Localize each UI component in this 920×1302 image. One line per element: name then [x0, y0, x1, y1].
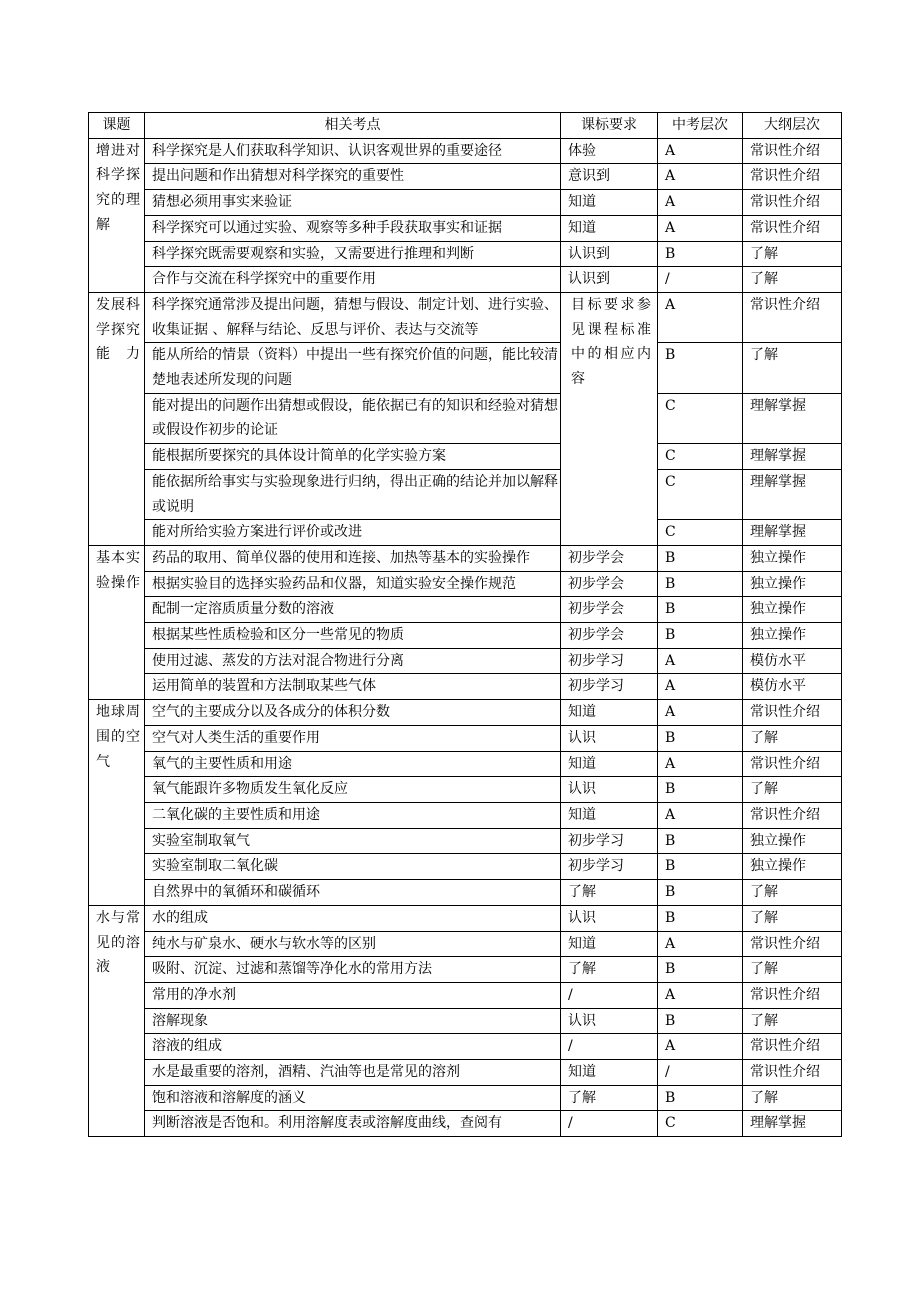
- table-row: [89, 190, 842, 216]
- table-row: [89, 571, 842, 597]
- exam-points-table: [88, 112, 842, 1137]
- exam-point-cell: 猜想必须用事实来验证: [145, 190, 561, 216]
- requirement-cell: 知道: [561, 700, 658, 726]
- exam-point-cell: 科学探究是人们获取科学知识、认识客观世界的重要途径: [145, 138, 561, 164]
- syllabus-level-cell: 了解: [743, 957, 842, 983]
- syllabus-level-cell: 理解掌握: [743, 520, 842, 546]
- requirement-merged-cell: 目标要求参见课程标准中的相应内容: [561, 292, 658, 545]
- requirement-cell: /: [561, 982, 658, 1008]
- syllabus-level-cell: 模仿水平: [743, 648, 842, 674]
- exam-level-cell: B: [658, 545, 743, 571]
- exam-level-cell: B: [658, 828, 743, 854]
- header-curriculum-requirement: 课标要求: [561, 113, 658, 139]
- syllabus-level-cell: 常识性介绍: [743, 215, 842, 241]
- exam-level-cell: C: [658, 469, 743, 519]
- syllabus-level-cell: 模仿水平: [743, 674, 842, 700]
- exam-level-cell: B: [658, 623, 743, 649]
- syllabus-level-cell: 了解: [743, 241, 842, 267]
- syllabus-level-cell: 独立操作: [743, 828, 842, 854]
- exam-point-cell: 药品的取用、简单仪器的使用和连接、加热等基本的实验操作: [145, 545, 561, 571]
- requirement-cell: 初步学习: [561, 648, 658, 674]
- table-row: [89, 1034, 842, 1060]
- table-row: [89, 982, 842, 1008]
- exam-point-cell: 空气对人类生活的重要作用: [145, 725, 561, 751]
- syllabus-level-cell: 独立操作: [743, 545, 842, 571]
- exam-level-cell: A: [658, 215, 743, 241]
- exam-point-cell: 合作与交流在科学探究中的重要作用: [145, 267, 561, 293]
- table-body: [89, 138, 842, 1136]
- requirement-cell: 了解: [561, 880, 658, 906]
- exam-point-cell: 氧气的主要性质和用途: [145, 751, 561, 777]
- requirement-cell: /: [561, 1034, 658, 1060]
- exam-point-cell: 溶解现象: [145, 1008, 561, 1034]
- topic-cell: 基本实验操作: [89, 545, 145, 699]
- syllabus-level-cell: 了解: [743, 905, 842, 931]
- exam-point-cell: 能依据所给事实与实验现象进行归纳，得出正确的结论并加以解释或说明: [145, 469, 561, 519]
- requirement-cell: 初步学会: [561, 623, 658, 649]
- requirement-cell: 意识到: [561, 164, 658, 190]
- exam-point-cell: 根据实验目的选择实验药品和仪器，知道实验安全操作规范: [145, 571, 561, 597]
- requirement-cell: 知道: [561, 931, 658, 957]
- requirement-cell: 了解: [561, 1085, 658, 1111]
- syllabus-level-cell: 独立操作: [743, 571, 842, 597]
- table-row: [89, 725, 842, 751]
- requirement-cell: 知道: [561, 190, 658, 216]
- exam-level-cell: B: [658, 957, 743, 983]
- table-row: [89, 751, 842, 777]
- exam-level-cell: C: [658, 520, 743, 546]
- requirement-cell: 初步学会: [561, 571, 658, 597]
- requirement-cell: 知道: [561, 751, 658, 777]
- table-row: [89, 1008, 842, 1034]
- exam-level-cell: B: [658, 905, 743, 931]
- header-syllabus-level: 大纲层次: [743, 113, 842, 139]
- header-exam-level: 中考层次: [658, 113, 743, 139]
- requirement-cell: 认识到: [561, 267, 658, 293]
- topic-cell: 增进对科学探究的理解: [89, 138, 145, 292]
- table-row: [89, 957, 842, 983]
- exam-point-cell: 能根据所要探究的具体设计简单的化学实验方案: [145, 444, 561, 470]
- table-row: [89, 267, 842, 293]
- exam-level-cell: A: [658, 292, 743, 342]
- table-row: [89, 802, 842, 828]
- exam-point-cell: 判断溶液是否饱和。利用溶解度表或溶解度曲线，查阅有: [145, 1111, 561, 1137]
- table-row: [89, 215, 842, 241]
- header-exam-point: 相关考点: [145, 113, 561, 139]
- exam-level-cell: B: [658, 1085, 743, 1111]
- syllabus-level-cell: 了解: [743, 1085, 842, 1111]
- syllabus-level-cell: 常识性介绍: [743, 700, 842, 726]
- requirement-cell: 认识: [561, 1008, 658, 1034]
- table-row: [89, 164, 842, 190]
- requirement-cell: 初步学会: [561, 545, 658, 571]
- syllabus-level-cell: 常识性介绍: [743, 190, 842, 216]
- exam-point-cell: 运用简单的装置和方法制取某些气体: [145, 674, 561, 700]
- table-row: [89, 469, 842, 519]
- exam-level-cell: B: [658, 597, 743, 623]
- exam-level-cell: B: [658, 571, 743, 597]
- requirement-cell: 初步学习: [561, 674, 658, 700]
- table-row: [89, 674, 842, 700]
- exam-level-cell: B: [658, 777, 743, 803]
- table-row: [89, 700, 842, 726]
- table-row: [89, 648, 842, 674]
- syllabus-level-cell: 常识性介绍: [743, 1060, 842, 1086]
- syllabus-level-cell: 常识性介绍: [743, 164, 842, 190]
- table-row: [89, 1085, 842, 1111]
- exam-level-cell: A: [658, 674, 743, 700]
- table-row: [89, 1111, 842, 1137]
- requirement-cell: 知道: [561, 215, 658, 241]
- requirement-cell: 初步学会: [561, 597, 658, 623]
- table-row: [89, 777, 842, 803]
- exam-level-cell: A: [658, 982, 743, 1008]
- header-topic: 课题: [89, 113, 145, 139]
- table-row: [89, 343, 842, 393]
- exam-point-cell: 饱和溶液和溶解度的涵义: [145, 1085, 561, 1111]
- requirement-cell: 认识: [561, 725, 658, 751]
- table-row: [89, 138, 842, 164]
- exam-level-cell: A: [658, 138, 743, 164]
- exam-level-cell: /: [658, 267, 743, 293]
- requirement-cell: 知道: [561, 802, 658, 828]
- exam-point-cell: 科学探究既需要观察和实验，又需要进行推理和判断: [145, 241, 561, 267]
- requirement-cell: 体验: [561, 138, 658, 164]
- requirement-cell: 知道: [561, 1060, 658, 1086]
- syllabus-level-cell: 了解: [743, 1008, 842, 1034]
- syllabus-level-cell: 常识性介绍: [743, 931, 842, 957]
- exam-point-cell: 自然界中的氧循环和碳循环: [145, 880, 561, 906]
- requirement-cell: 认识: [561, 905, 658, 931]
- header-row: [89, 113, 842, 139]
- exam-point-cell: 水是最重要的溶剂，酒精、汽油等也是常见的溶剂: [145, 1060, 561, 1086]
- exam-point-cell: 溶液的组成: [145, 1034, 561, 1060]
- requirement-cell: 认识到: [561, 241, 658, 267]
- exam-point-cell: 实验室制取氧气: [145, 828, 561, 854]
- exam-point-cell: 科学探究通常涉及提出问题，猜想与假设、制定计划、进行实验、收集证据 、解释与结论、反思与评价、表达与交流等: [145, 292, 561, 342]
- exam-level-cell: /: [658, 1060, 743, 1086]
- table-row: [89, 520, 842, 546]
- syllabus-level-cell: 常识性介绍: [743, 1034, 842, 1060]
- exam-point-cell: 能对所给实验方案进行评价或改进: [145, 520, 561, 546]
- exam-point-cell: 能从所给的情景（资料）中提出一些有探究价值的问题，能比较清楚地表述所发现的问题: [145, 343, 561, 393]
- table-row: [89, 545, 842, 571]
- syllabus-level-cell: 常识性介绍: [743, 751, 842, 777]
- exam-level-cell: B: [658, 725, 743, 751]
- exam-level-cell: A: [658, 802, 743, 828]
- exam-point-cell: 使用过滤、蒸发的方法对混合物进行分离: [145, 648, 561, 674]
- table-row: [89, 854, 842, 880]
- syllabus-level-cell: 常识性介绍: [743, 138, 842, 164]
- exam-point-cell: 空气的主要成分以及各成分的体积分数: [145, 700, 561, 726]
- requirement-cell: 了解: [561, 957, 658, 983]
- syllabus-level-cell: 独立操作: [743, 623, 842, 649]
- syllabus-level-cell: 常识性介绍: [743, 982, 842, 1008]
- exam-point-cell: 能对提出的问题作出猜想或假设，能依据已有的知识和经验对猜想或假设作初步的论证: [145, 393, 561, 443]
- requirement-cell: 认识: [561, 777, 658, 803]
- syllabus-level-cell: 独立操作: [743, 597, 842, 623]
- exam-point-cell: 配制一定溶质质量分数的溶液: [145, 597, 561, 623]
- syllabus-level-cell: 理解掌握: [743, 469, 842, 519]
- exam-level-cell: A: [658, 164, 743, 190]
- syllabus-level-cell: 了解: [743, 725, 842, 751]
- exam-point-cell: 提出问题和作出猜想对科学探究的重要性: [145, 164, 561, 190]
- exam-level-cell: A: [658, 1034, 743, 1060]
- table-row: [89, 828, 842, 854]
- requirement-cell: 初步学习: [561, 828, 658, 854]
- syllabus-level-cell: 了解: [743, 880, 842, 906]
- syllabus-level-cell: 了解: [743, 343, 842, 393]
- exam-point-cell: 氧气能跟许多物质发生氧化反应: [145, 777, 561, 803]
- exam-level-cell: A: [658, 648, 743, 674]
- exam-level-cell: B: [658, 854, 743, 880]
- exam-level-cell: B: [658, 343, 743, 393]
- table-row: [89, 241, 842, 267]
- exam-level-cell: A: [658, 931, 743, 957]
- syllabus-level-cell: 独立操作: [743, 854, 842, 880]
- exam-point-cell: 水的组成: [145, 905, 561, 931]
- syllabus-level-cell: 了解: [743, 267, 842, 293]
- topic-cell: 水与常见的溶液: [89, 905, 145, 1136]
- topic-cell: 发展科学探究能力: [89, 292, 145, 545]
- syllabus-level-cell: 理解掌握: [743, 1111, 842, 1137]
- table-row: [89, 393, 842, 443]
- exam-level-cell: B: [658, 880, 743, 906]
- exam-point-cell: 纯水与矿泉水、硬水与软水等的区别: [145, 931, 561, 957]
- exam-level-cell: B: [658, 1008, 743, 1034]
- exam-level-cell: B: [658, 241, 743, 267]
- table-row: [89, 1060, 842, 1086]
- syllabus-level-cell: 常识性介绍: [743, 802, 842, 828]
- exam-level-cell: C: [658, 444, 743, 470]
- syllabus-level-cell: 理解掌握: [743, 444, 842, 470]
- exam-level-cell: A: [658, 190, 743, 216]
- exam-level-cell: C: [658, 393, 743, 443]
- syllabus-level-cell: 了解: [743, 777, 842, 803]
- requirement-cell: 初步学习: [561, 854, 658, 880]
- exam-point-cell: 实验室制取二氧化碳: [145, 854, 561, 880]
- exam-point-cell: 常用的净水剂: [145, 982, 561, 1008]
- exam-point-cell: 科学探究可以通过实验、观察等多种手段获取事实和证据: [145, 215, 561, 241]
- table-row: [89, 905, 842, 931]
- exam-level-cell: A: [658, 700, 743, 726]
- exam-point-cell: 吸附、沉淀、过滤和蒸馏等净化水的常用方法: [145, 957, 561, 983]
- exam-level-cell: C: [658, 1111, 743, 1137]
- exam-level-cell: A: [658, 751, 743, 777]
- table-row: [89, 880, 842, 906]
- table-row: [89, 931, 842, 957]
- table-row: [89, 444, 842, 470]
- requirement-cell: /: [561, 1111, 658, 1137]
- syllabus-level-cell: 常识性介绍: [743, 292, 842, 342]
- syllabus-level-cell: 理解掌握: [743, 393, 842, 443]
- table-row: [89, 623, 842, 649]
- topic-cell: 地球周围的空气: [89, 700, 145, 906]
- exam-point-cell: 二氧化碳的主要性质和用途: [145, 802, 561, 828]
- table-row: [89, 292, 842, 342]
- exam-point-cell: 根据某些性质检验和区分一些常见的物质: [145, 623, 561, 649]
- table-row: [89, 597, 842, 623]
